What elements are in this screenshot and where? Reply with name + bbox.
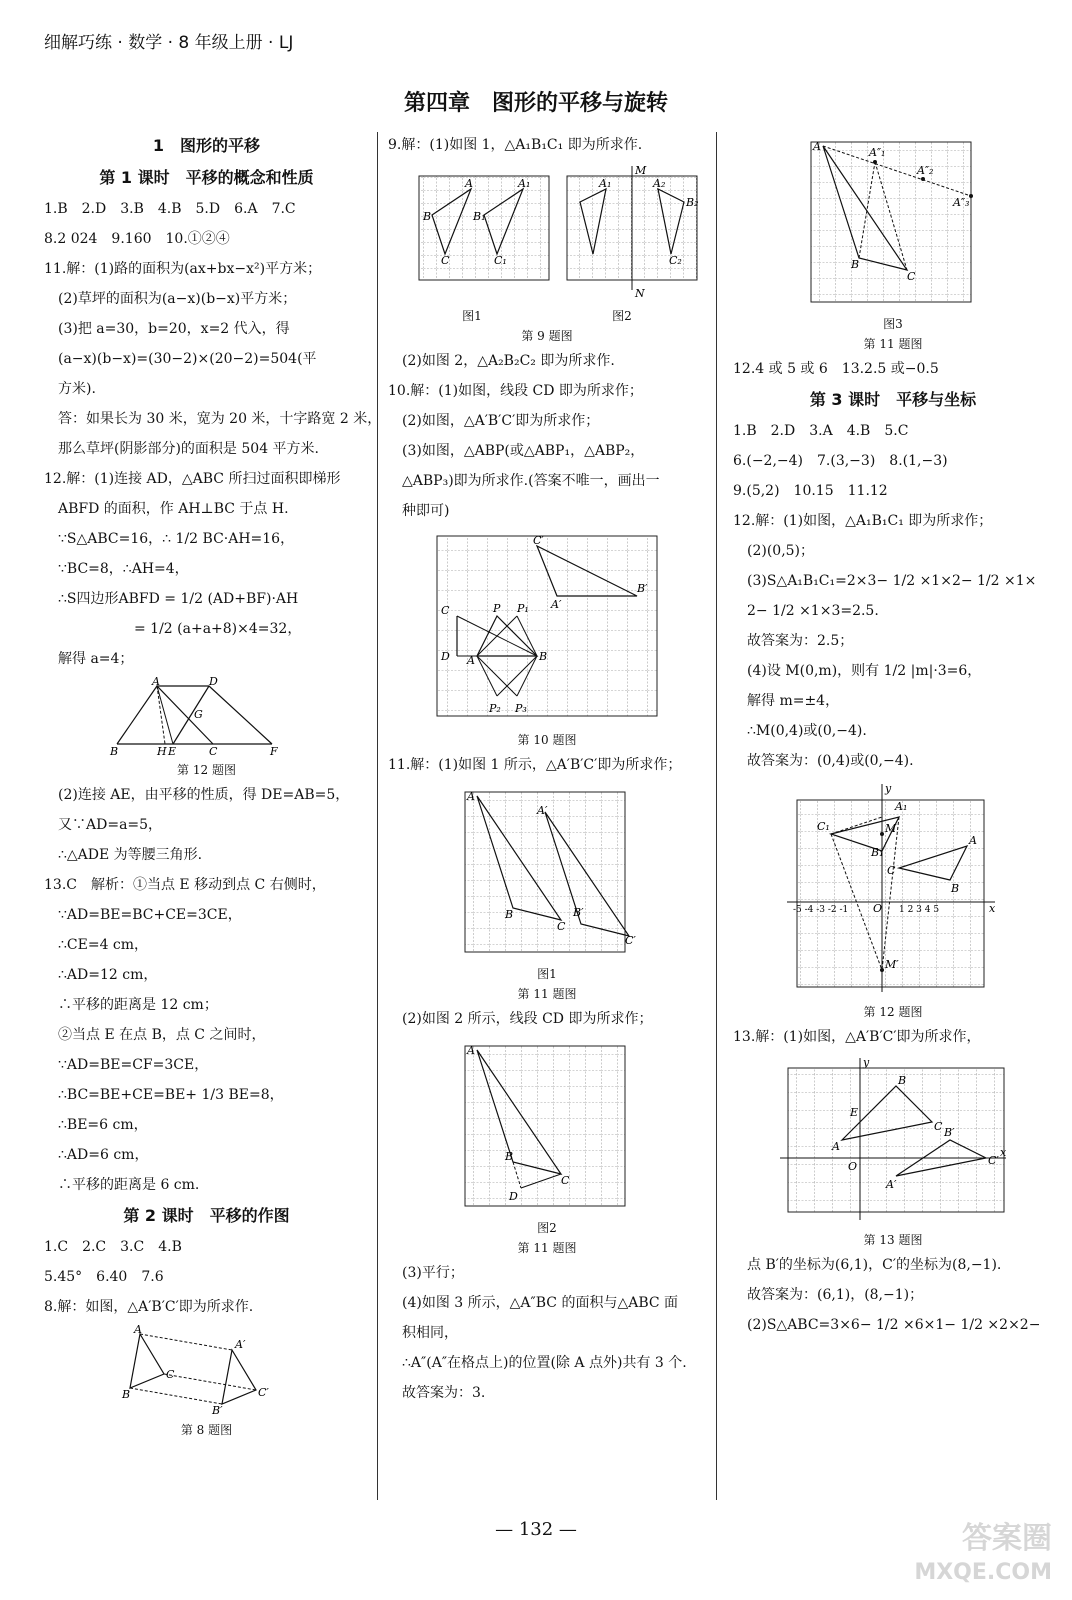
- answer-line: 9.解：(1)如图 1，△A₁B₁C₁ 即为所求作.: [388, 137, 643, 153]
- answer-line: ∵S△ABC=16，∴ 1/2 BC·AH=16，: [58, 531, 295, 547]
- answer-line: 6.(−2,−4) 7.(3,−3) 8.(1,−3): [733, 453, 948, 469]
- figure-caption: 第 10 题图: [517, 733, 577, 747]
- figure-subcaption: 图3: [883, 317, 903, 331]
- lesson-title: 第 2 课时 平移的作图: [123, 1206, 290, 1225]
- answer-line: ∵BC=8，∴AH=4，: [58, 561, 189, 577]
- answer-line: (2)如图 2，△A₂B₂C₂ 即为所求作.: [402, 353, 615, 369]
- svg-text:A″₁: A″₁: [869, 146, 886, 159]
- answer-line: ABFD 的面积，作 AH⊥BC 于点 H.: [58, 501, 289, 517]
- svg-text:A′: A′: [886, 1178, 897, 1191]
- figure-caption: 第 8 题图: [180, 1423, 233, 1437]
- answer-line: 又∵AD=a=5，: [58, 817, 163, 833]
- svg-text:P₂: P₂: [489, 702, 501, 715]
- svg-text:M: M: [885, 822, 897, 835]
- chapter-title: 第四章 图形的平移与旋转: [403, 91, 668, 116]
- svg-text:C₁: C₁: [817, 820, 830, 833]
- figure-subcaption: 图1: [462, 309, 482, 323]
- svg-text:A: A: [813, 140, 821, 153]
- answer-line: (3)把 a=30，b=20，x=2 代入，得: [58, 321, 290, 337]
- figure-11-grid-2: [457, 1038, 637, 1214]
- answer-line: ∴AD=12 cm，: [58, 967, 158, 983]
- svg-text:A₁: A₁: [518, 177, 531, 190]
- lesson-title: 第 3 课时 平移与坐标: [809, 390, 977, 409]
- answer-line: ∴S四边形ABFD = 1/2 (AD+BF)·AH: [58, 591, 299, 607]
- svg-text:A′: A′: [551, 598, 562, 611]
- svg-text:B₂: B₂: [686, 196, 699, 209]
- watermark-line: 答案圈: [962, 1521, 1052, 1556]
- answer-line: (2)S△ABC=3×6− 1/2 ×6×1− 1/2 ×2×2−: [747, 1317, 1041, 1333]
- answer-line: 方米).: [58, 381, 96, 397]
- answer-line: (2)(0,5)；: [747, 543, 815, 559]
- answer-line: 故答案为：3.: [402, 1385, 486, 1401]
- figure-13-coordinate-grid: [778, 1056, 1008, 1226]
- answer-line: ②当点 E 在点 B，点 C 之间时，: [58, 1027, 266, 1043]
- svg-text:B′: B′: [637, 582, 648, 595]
- answer-line: 11.解：(1)如图 1 所示，△A′B′C′即为所求作；: [388, 757, 682, 773]
- column-1: [44, 130, 382, 1440]
- column-divider: [377, 132, 378, 1500]
- svg-text:C: C: [907, 270, 916, 283]
- figure-11-grid-3: [803, 134, 983, 310]
- figure-caption: 第 11 题图: [863, 337, 923, 351]
- svg-text:A″₂: A″₂: [917, 164, 934, 177]
- answer-line: ∴平移的距离是 12 cm；: [58, 997, 218, 1013]
- answer-line: ∴平移的距离是 6 cm.: [58, 1177, 200, 1193]
- answer-line: 13.C 解析：①当点 E 移动到点 C 右侧时，: [44, 877, 326, 893]
- svg-text:-5 -4 -3 -2 -1: -5 -4 -3 -2 -1: [793, 905, 849, 915]
- svg-text:O: O: [848, 1160, 858, 1173]
- svg-text:E: E: [167, 745, 176, 758]
- svg-text:C: C: [165, 1368, 174, 1381]
- svg-text:N: N: [635, 287, 645, 300]
- svg-text:D: D: [509, 1190, 518, 1203]
- svg-text:G: G: [193, 708, 203, 721]
- answer-line: (2)草坪的面积为(a−x)(b−x)平方米；: [58, 291, 297, 307]
- answer-line: 8.解：如图，△A′B′C′即为所求作.: [44, 1299, 254, 1315]
- watermark-line: MXQE.COM: [914, 1560, 1052, 1585]
- answer-line: 5.45° 6.40 7.6: [44, 1269, 164, 1285]
- figure-caption: 第 9 题图: [521, 329, 573, 343]
- answer-line: 故答案为：(6,1)，(8,−1)；: [747, 1287, 924, 1303]
- figure-caption: 第 12 题图: [177, 763, 236, 777]
- figure-caption: 第 11 题图: [517, 987, 577, 1001]
- svg-text:B₁: B₁: [473, 210, 486, 223]
- svg-text:C′: C′: [625, 934, 636, 947]
- answer-line: 11.解：(1)路的面积为(ax+bx−x²)平方米；: [44, 261, 322, 277]
- answer-line: 12.解：(1)连接 AD，△ABC 所扫过面积即梯形: [44, 471, 341, 487]
- svg-text:O: O: [873, 902, 883, 915]
- figure-12-trapezoid: [107, 675, 307, 758]
- svg-text:B: B: [121, 1388, 130, 1401]
- answer-line: 积相同，: [402, 1325, 458, 1341]
- answer-line: 1.B 2.D 3.A 4.B 5.C: [733, 423, 909, 439]
- answer-line: 点 B′的坐标为(6,1)，C′的坐标为(8,−1).: [747, 1257, 1002, 1273]
- svg-text:A: A: [832, 1140, 840, 1153]
- answer-line: ∴A″(A″在格点上)的位置(除 A 点外)共有 3 个.: [402, 1355, 687, 1371]
- svg-text:P: P: [493, 602, 501, 615]
- svg-text:F: F: [269, 745, 278, 758]
- answer-line: ∴AD=6 cm，: [58, 1147, 149, 1163]
- answer-line: 13.解：(1)如图，△A′B′C′即为所求作，: [733, 1029, 981, 1045]
- answer-line: 故答案为：(0,4)或(0,−4).: [747, 753, 914, 769]
- figure-subcaption: 图2: [612, 309, 632, 323]
- svg-text:y: y: [863, 1056, 870, 1069]
- section-title: 1 图形的平移: [152, 136, 261, 155]
- svg-text:H: H: [156, 745, 167, 758]
- svg-text:D: D: [441, 650, 450, 663]
- answer-line: ∴BC=BE+CE=BE+ 1/3 BE=8，: [58, 1087, 284, 1103]
- svg-text:C₂: C₂: [669, 254, 682, 267]
- svg-text:C′: C′: [257, 1386, 269, 1399]
- svg-text:C: C: [561, 1174, 570, 1187]
- svg-text:B′: B′: [211, 1404, 223, 1417]
- answer-line: (2)连接 AE，由平移的性质，得 DE=AB=5，: [58, 787, 350, 803]
- svg-text:x: x: [989, 902, 996, 915]
- page-number: — 132 —: [495, 1519, 577, 1540]
- svg-text:C′: C′: [988, 1154, 999, 1167]
- svg-text:B: B: [109, 745, 118, 758]
- svg-text:y: y: [885, 782, 892, 795]
- answer-line: ∵AD=BE=BC+CE=3CE，: [58, 907, 242, 923]
- figure-caption: 第 13 题图: [863, 1233, 923, 1247]
- answer-line: (4)如图 3 所示，△A″BC 的面积与△ABC 面: [402, 1295, 679, 1311]
- answer-line: 故答案为：2.5；: [747, 633, 854, 649]
- svg-text:A: A: [151, 675, 160, 688]
- svg-text:A: A: [133, 1323, 142, 1336]
- answer-line: △ABP₃)即为所求作.(答案不唯一，画出一: [402, 473, 660, 489]
- svg-text:A₁: A₁: [599, 177, 612, 190]
- svg-text:A₁: A₁: [895, 800, 908, 813]
- answer-line: (2)如图 2 所示，线段 CD 即为所求作；: [402, 1011, 653, 1027]
- svg-text:A′: A′: [234, 1338, 245, 1351]
- answer-line: 9.(5,2) 10.15 11.12: [733, 483, 888, 499]
- svg-text:B: B: [539, 650, 548, 663]
- answer-line: (a−x)(b−x)=(30−2)×(20−2)=504(平: [58, 351, 317, 367]
- column-2: [388, 130, 706, 1408]
- svg-text:P₁: P₁: [517, 602, 529, 615]
- answer-line: (3)如图，△ABP(或△ABP₁，△ABP₂，: [402, 443, 645, 459]
- svg-text:A: A: [467, 1044, 475, 1057]
- svg-text:P₃: P₃: [515, 702, 527, 715]
- answer-line: ∴M(0,4)或(0,−4).: [747, 723, 867, 739]
- svg-text:C: C: [208, 745, 217, 758]
- figure-12-coordinate-grid: [783, 780, 1003, 998]
- svg-text:x: x: [1000, 1146, 1007, 1159]
- svg-text:C₁: C₁: [494, 254, 507, 267]
- svg-text:B′: B′: [573, 906, 584, 919]
- figure-caption: 第 12 题图: [863, 1005, 923, 1019]
- svg-text:B: B: [898, 1074, 907, 1087]
- answer-line: ∴CE=4 cm，: [58, 937, 149, 953]
- svg-text:A″₃: A″₃: [953, 196, 970, 209]
- svg-text:C: C: [887, 864, 896, 877]
- svg-text:B₁: B₁: [871, 846, 884, 859]
- watermark-logo: [914, 1522, 1052, 1590]
- svg-text:B: B: [505, 1150, 514, 1163]
- figure-8-translation: [121, 1323, 292, 1417]
- figure-11-grid-1: [457, 784, 637, 960]
- answer-line: 8.2 024 9.160 10.①②④: [44, 231, 230, 247]
- column-3: [733, 130, 1053, 1340]
- figure-9-grids: [397, 164, 697, 302]
- answer-line: 答：如果长为 30 米，宽为 20 米，十字路宽 2 米，: [58, 411, 382, 427]
- answer-line: 解得 m=±4，: [747, 693, 840, 709]
- svg-text:M: M: [635, 164, 647, 177]
- svg-text:C: C: [441, 604, 450, 617]
- svg-text:C: C: [557, 920, 566, 933]
- lesson-title: 第 1 课时 平移的概念和性质: [99, 168, 314, 187]
- answer-line: = 1/2 (a+a+8)×4=32，: [134, 621, 302, 637]
- svg-text:D: D: [208, 675, 218, 688]
- answer-line: (3)平行；: [402, 1265, 464, 1281]
- svg-text:E: E: [850, 1106, 859, 1119]
- svg-text:B: B: [951, 882, 960, 895]
- answer-line: 12.解：(1)如图，△A₁B₁C₁ 即为所求作；: [733, 513, 993, 529]
- figure-caption: 第 11 题图: [517, 1241, 577, 1255]
- svg-text:C: C: [441, 254, 450, 267]
- answer-line: 10.解：(1)如图，线段 CD 即为所求作；: [388, 383, 643, 399]
- page-header: 细解巧练 · 数学 · 8 年级上册 · LJ: [44, 33, 294, 53]
- figure-10-grid: [427, 530, 667, 726]
- answer-line: ∴△ADE 为等腰三角形.: [58, 847, 203, 863]
- svg-text:A₂: A₂: [653, 177, 666, 190]
- answer-line: 种即可): [402, 503, 450, 519]
- answer-line: ∵AD=BE=CF=3CE，: [58, 1057, 209, 1073]
- answer-line: (3)S△A₁B₁C₁=2×3− 1/2 ×1×2− 1/2 ×1×: [747, 573, 1037, 589]
- answer-line: 1.B 2.D 3.B 4.B 5.D 6.A 7.C: [44, 201, 296, 217]
- figure-subcaption: 图1: [537, 967, 557, 981]
- svg-text:B: B: [505, 908, 514, 921]
- answer-line: 解得 a=4；: [58, 651, 134, 667]
- svg-text:A′: A′: [537, 804, 548, 817]
- svg-text:A: A: [467, 654, 475, 667]
- svg-text:B′: B′: [944, 1126, 955, 1139]
- svg-text:B: B: [423, 210, 432, 223]
- svg-text:1 2 3 4 5: 1 2 3 4 5: [899, 905, 940, 915]
- svg-text:M′: M′: [885, 958, 899, 971]
- answer-line: 1.C 2.C 3.C 4.B: [44, 1239, 182, 1255]
- answer-line: 那么草坪(阴影部分)的面积是 504 平方米.: [58, 441, 319, 457]
- svg-text:C′: C′: [533, 534, 544, 547]
- svg-text:A: A: [467, 790, 475, 803]
- svg-text:A: A: [969, 834, 977, 847]
- answer-line: 2− 1/2 ×1×3=2.5.: [747, 603, 879, 619]
- svg-text:C: C: [934, 1120, 943, 1133]
- svg-text:B: B: [851, 258, 860, 271]
- column-divider: [716, 132, 717, 1500]
- figure-subcaption: 图2: [537, 1221, 557, 1235]
- svg-text:A: A: [465, 177, 473, 190]
- answer-line: 12.4 或 5 或 6 13.2.5 或−0.5: [733, 361, 939, 377]
- answer-line: (4)设 M(0,m)，则有 1/2 |m|·3=6，: [747, 663, 982, 679]
- answer-line: (2)如图，△A′B′C′即为所求作；: [402, 413, 600, 429]
- answer-line: ∴BE=6 cm，: [58, 1117, 148, 1133]
